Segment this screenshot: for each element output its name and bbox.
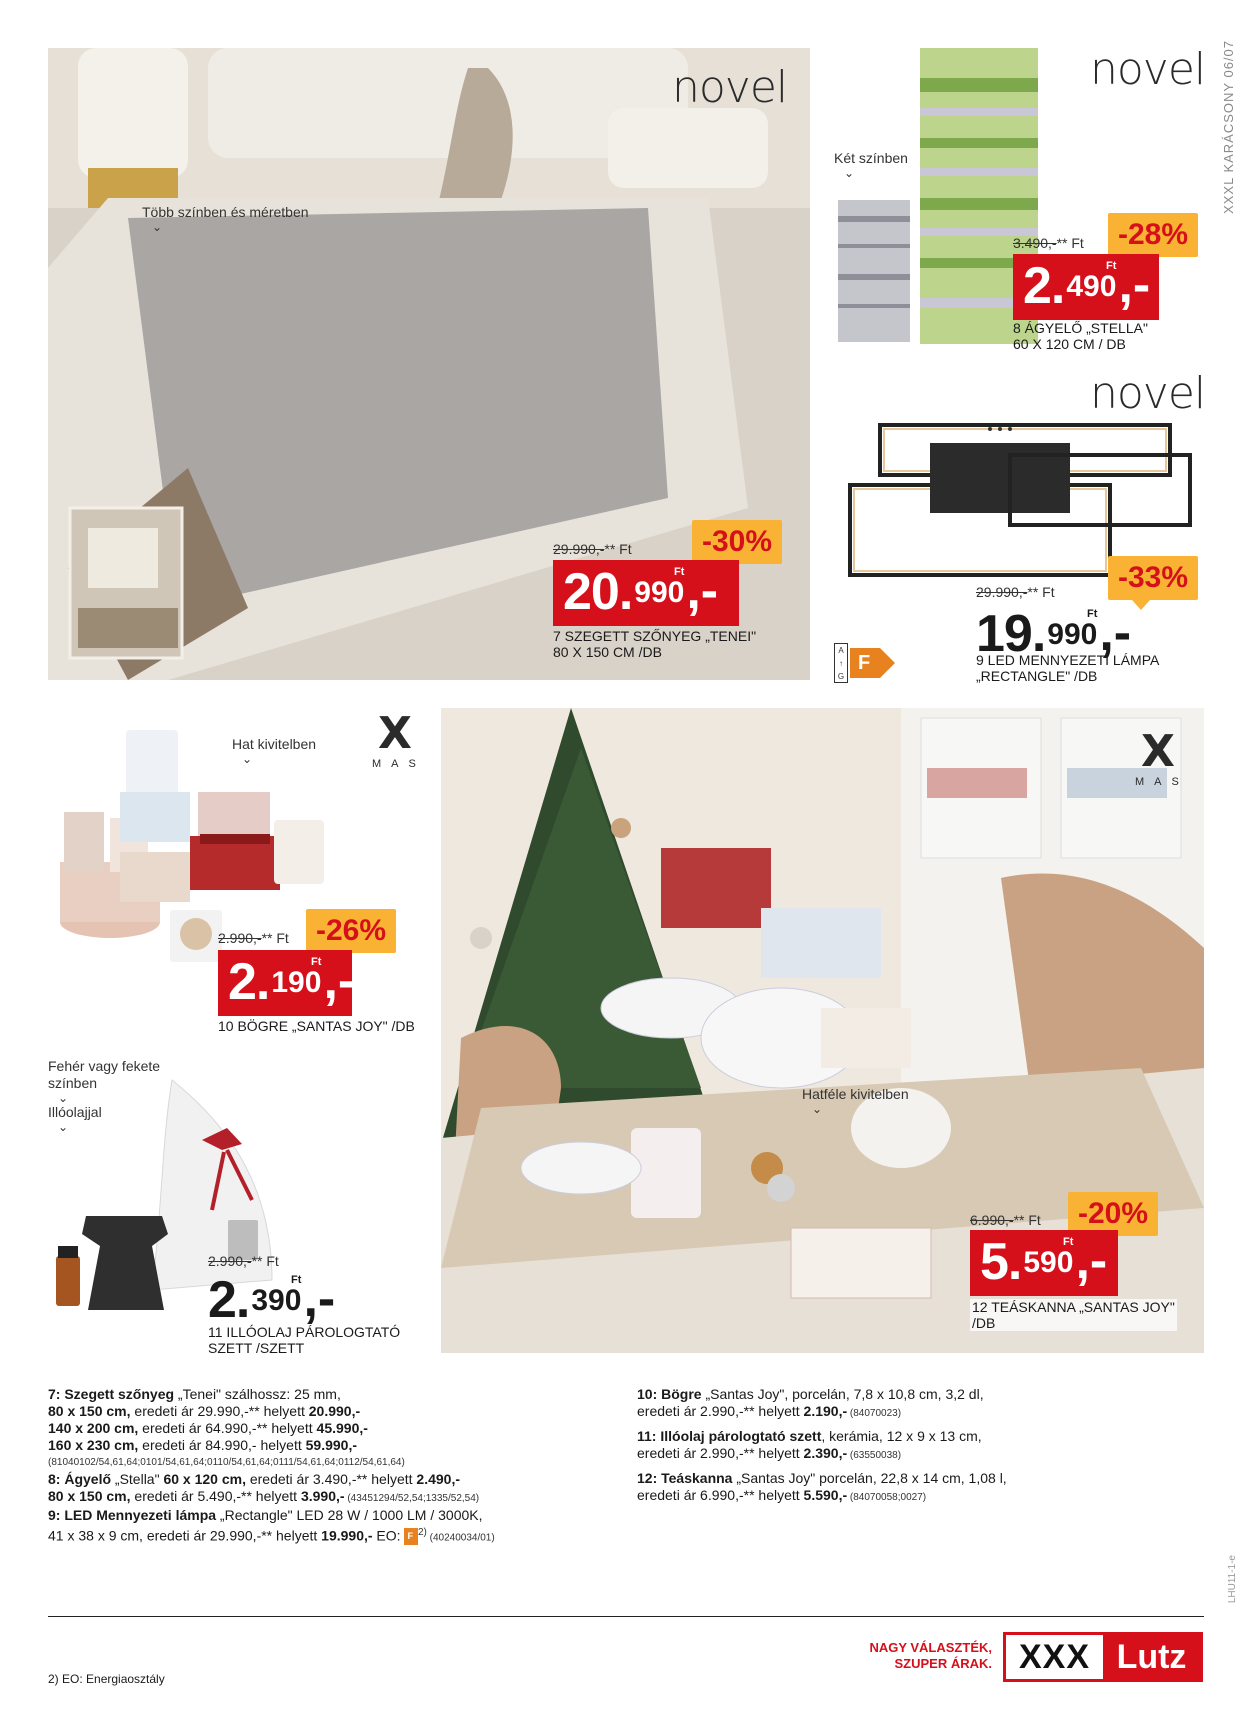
chevron-down-icon: ⌄ (58, 1091, 69, 1105)
price-currency: Ft (1106, 260, 1117, 272)
hint-text: Fehér vagy fekete (48, 1058, 161, 1074)
desc-line: 140 x 200 cm, eredeti ár 64.990,-** helyett 45.990,- (48, 1420, 368, 1436)
xxxlutz-logo (1003, 1632, 1203, 1682)
product-descriptions-right (637, 1386, 1197, 1506)
hint-more-colors (142, 204, 309, 233)
novel-logo: novel (1090, 368, 1206, 419)
brand-logo-left: XXX (1018, 1638, 1091, 1676)
slogan-line: SZUPER ÁRAK. (894, 1656, 992, 1671)
energy-scale-bottom: G (837, 672, 845, 681)
chevron-down-icon: ⌄ (812, 1102, 823, 1116)
desc-line: 8: Ágyelő „Stella" 60 x 120 cm, eredeti ár 3.490,-** helyett 2.490,- (48, 1471, 460, 1487)
desc-line: 7: Szegett szőnyeg „Tenei" szálhossz: 25 mm, (48, 1386, 341, 1402)
catalog-side-label: XXXL KARÁCSONY 06/07 (1221, 40, 1236, 214)
price-main: 2. (1023, 257, 1065, 315)
price-currency: Ft (291, 1274, 302, 1286)
desc-line: eredeti ár 2.990,-** helyett 2.190,- (84070023) (637, 1403, 902, 1419)
old-price-suffix: ** Ft (261, 930, 289, 946)
desc-line: 11: Illóolaj párologtató szett, kerámia, 12 x 9 x 13 cm, (637, 1428, 982, 1444)
desc-line: 80 x 150 cm, eredeti ár 29.990,-** helyett 20.990,- (48, 1403, 361, 1419)
hint-text: Illóolajjal (48, 1104, 102, 1120)
old-price-value: 2.990,- (208, 1253, 252, 1269)
old-price-value: 29.990,- (553, 541, 605, 557)
catalog-code: LHU11-1-e (1227, 1555, 1238, 1604)
xmas-logo-x: X (378, 708, 412, 759)
novel-logo: novel (1090, 44, 1206, 95)
chevron-down-icon: ⌄ (58, 1120, 69, 1134)
slogan (840, 1640, 992, 1672)
old-price-p11 (208, 1253, 279, 1269)
energy-scale (834, 643, 848, 683)
energy-class-mini: F (404, 1528, 418, 1545)
desc-line: 41 x 38 x 9 cm, eredeti ár 29.990,-** helyett 19.990,- EO: F $^{2)}$ (40240034/01) (48, 1527, 495, 1544)
slogan-line: NAGY VÁLASZTÉK, (869, 1640, 992, 1655)
novel-logo: novel (672, 62, 788, 113)
desc-line: eredeti ár 6.990,-** helyett 5.590,- (84070058;0027) (637, 1487, 927, 1503)
caption-line: 60 X 120 CM / DB (1013, 336, 1126, 352)
energy-scale-top: A (838, 646, 844, 655)
old-price-suffix: ** Ft (604, 541, 632, 557)
price-tag-p7 (553, 560, 739, 626)
discount-badge-p7: -30% (692, 520, 782, 564)
caption-line: 80 X 150 CM /DB (553, 644, 662, 660)
xmas-logo-x: X (1141, 726, 1175, 777)
caption-line: 9 LED MENNYEZETI LÁMPA (976, 652, 1160, 668)
discount-badge-p9: -33% (1108, 556, 1198, 600)
hint-text: Több színben és méretben (142, 204, 309, 220)
caption-line: 7 SZEGETT SZŐNYEG „TENEI" (553, 628, 757, 644)
price-cents: 590 (1023, 1246, 1074, 1279)
energy-scale-arrow: ↑ (839, 659, 843, 668)
desc-line: 9: LED Mennyezeti lámpa „Rectangle" LED 28 W / 1000 LM / 3000K, (48, 1507, 483, 1523)
old-price-p12 (970, 1212, 1041, 1228)
caption-p7 (553, 628, 756, 660)
old-price-p10 (218, 930, 289, 946)
price-cents: 990 (634, 576, 685, 609)
price-currency: Ft (1086, 608, 1098, 620)
price-main: 20. (563, 563, 633, 621)
hint-text: Hatféle kivitelben (802, 1086, 909, 1102)
caption-p12 (970, 1299, 1177, 1331)
caption-line: „RECTANGLE" /DB (976, 668, 1098, 684)
hint-six-types (802, 1086, 909, 1115)
discount-badge-p10: -26% (306, 909, 396, 953)
energy-label-p9 (834, 643, 880, 683)
price-cents: 190 (271, 966, 322, 999)
hint-text: Hat kivitelben (232, 736, 317, 752)
desc-line-codes: (81040102/54,61,64;0101/54,61,64;0110/54,61,64;0111/54,61,64;0112/54,61,64) (48, 1457, 405, 1468)
caption-line: 11 ILLÓOLAJ PÁROLOGTATÓ (208, 1324, 401, 1340)
price-tag-p8 (1013, 254, 1159, 320)
desc-line: 80 x 150 cm, eredeti ár 5.490,-** helyett 3.990,- (43451294/52,54;1335/52,54) (48, 1488, 480, 1504)
price-cents: 390 (251, 1284, 302, 1317)
old-price-p7 (553, 541, 632, 557)
caption-line: SZETT /SZETT (208, 1340, 305, 1356)
footer-divider (48, 1616, 1204, 1617)
xmas-logo-sub: MAS (372, 758, 426, 770)
old-price-suffix: ** Ft (251, 1253, 279, 1269)
energy-class: F (850, 648, 880, 678)
price-main: 2. (208, 1271, 250, 1329)
old-price-value: 3.490,- (1013, 235, 1057, 251)
desc-line: 160 x 230 cm, eredeti ár 84.990,- helyett 59.990,- (48, 1437, 357, 1453)
price-suffix: ,- (1075, 1232, 1108, 1290)
price-currency: Ft (1063, 1236, 1074, 1248)
discount-badge-p12: -20% (1068, 1192, 1158, 1236)
mugs-illustration (50, 722, 350, 962)
xmas-logo (1133, 726, 1193, 790)
caption-line: 12 TEÁSKANNA „SANTAS JOY" (972, 1299, 1175, 1315)
product-descriptions-left (48, 1386, 608, 1547)
caption-p9 (976, 652, 1159, 684)
caption-line: 10 BÖGRE „SANTAS JOY" /DB (218, 1018, 415, 1034)
price-suffix: ,- (323, 952, 356, 1010)
caption-line: /DB (972, 1315, 996, 1331)
price-suffix: ,- (686, 562, 719, 620)
price-currency: Ft (673, 566, 685, 578)
chevron-down-icon: ⌄ (152, 220, 163, 234)
runner-rug-illustration (838, 48, 1038, 344)
old-price-p9 (976, 584, 1055, 600)
old-price-suffix: ** Ft (1013, 1212, 1041, 1228)
price-cents: 990 (1047, 618, 1098, 651)
price-main: 2. (228, 953, 270, 1011)
caption-p8 (1013, 320, 1148, 352)
price-currency: Ft (311, 956, 322, 968)
price-suffix: ,- (1099, 604, 1132, 662)
xmas-logo (370, 708, 430, 772)
price-suffix: ,- (1118, 256, 1151, 314)
hint-text: Két színben (834, 150, 908, 166)
price-tag-p10 (218, 950, 356, 1016)
desc-line: 10: Bögre „Santas Joy", porcelán, 7,8 x 10,8 cm, 3,2 dl, (637, 1386, 984, 1402)
caption-p10 (218, 1018, 415, 1034)
discount-badge-p8: -28% (1108, 213, 1198, 257)
price-cents: 490 (1066, 270, 1117, 303)
chevron-down-icon: ⌄ (242, 752, 253, 766)
xmas-logo-sub: MAS (1135, 776, 1189, 788)
caption-p11 (208, 1324, 400, 1356)
old-price-suffix: ** Ft (1056, 235, 1084, 251)
price-suffix: ,- (303, 1270, 336, 1328)
brand-logo-right: Lutz (1103, 1635, 1200, 1679)
old-price-suffix: ** Ft (1027, 584, 1055, 600)
hint-text: színben (48, 1075, 98, 1091)
old-price-value: 2.990,- (218, 930, 262, 946)
price-main: 19. (976, 605, 1046, 663)
desc-line: 12: Teáskanna „Santas Joy" porcelán, 22,8 x 14 cm, 1,08 l, (637, 1470, 1007, 1486)
desc-line: eredeti ár 2.990,-** helyett 2.390,- (63550038) (637, 1445, 902, 1461)
old-price-value: 6.990,- (970, 1212, 1014, 1228)
old-price-p8 (1013, 235, 1084, 251)
price-tag-p12 (970, 1230, 1118, 1296)
footnote: 2) EO: Energiaosztály (48, 1672, 165, 1686)
old-price-value: 29.990,- (976, 584, 1028, 600)
caption-line: 8 ÁGYELŐ „STELLA" (1013, 320, 1148, 336)
chevron-down-icon: ⌄ (844, 166, 855, 180)
price-main: 5. (980, 1233, 1022, 1291)
